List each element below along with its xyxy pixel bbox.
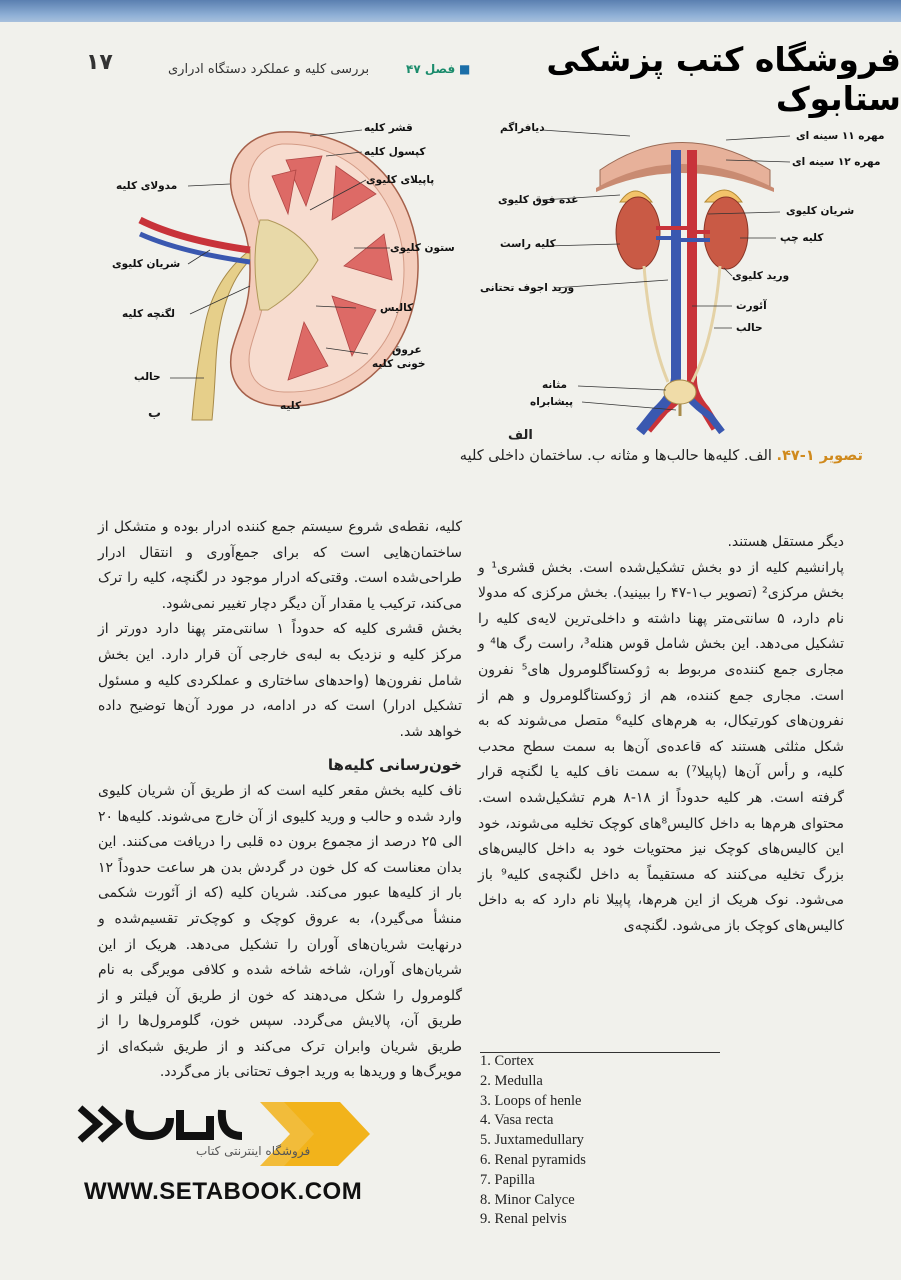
body-left-column — [98, 515, 462, 1086]
footnote-item: 3. Loops of henle — [480, 1092, 582, 1109]
figure-caption — [460, 448, 863, 464]
left-col-paragraph-2: بخش قشری کلیه که حدوداً ۱ سانتی‌متر پهنا دارد دورتر از مرکز کلیه و نزدیک به لبه‌ی خارجی آن قرار دارد. این بخش شامل نفرون‌ها (واحدهای ساختاری و عملکردی کلیه و مسئول تشکیل ادرار) است که در ادامه، در مورد آن‌ها توضیح داده خواهد شد. — [98, 621, 462, 740]
label-cortex: قشر کلیه — [364, 122, 413, 134]
label-diaphragm: دیافراگم — [500, 122, 545, 134]
footnote-list — [480, 1052, 586, 1230]
figure-kidney-section — [100, 110, 460, 440]
label-pelvis: لگنچه کلیه — [122, 308, 175, 320]
label-ivc: ورید اجوف تحتانی — [480, 282, 575, 294]
label-renal-artery-a: شریان کلیوی — [786, 205, 855, 217]
label-papilla: پاپیلای کلیوی — [366, 174, 435, 186]
caption-text: الف. کلیه‌ها حالب‌ها و مثانه ب. ساختمان داخلی کلیه — [459, 448, 772, 464]
footnote-item: 1. Cortex — [480, 1053, 534, 1069]
label-medulla: مدولای کلیه — [116, 180, 178, 192]
logo-mark-icon — [70, 1096, 380, 1176]
figure-b-letter: ب — [148, 406, 162, 421]
left-col-paragraph-3: ناف کلیه بخش مقعر کلیه است که از طریق آن شریان کلیوی وارد شده و حالب و ورید کلیوی از آن خارج می‌شوند. کلیه‌ها ۲۰ الی ۲۵ درصد از مجموع برون ده قلبی را دریافت می‌کنند. این بدان معناست که کل خون در گردش بدن هر ساعت حدوداً ۱۲ بار از کلیه‌ها عبور می‌کند. شریان کلیه (که از آئورت شکمی منشأ می‌گیرد)، به عروق کوچک و کوچک‌تر تقسیم‌شده و درنهایت شریان‌های آوران را تشکیل می‌دهد. هریک از این شریان‌های آوران، شاخه شاخه شده و کلافی مویرگی به نام گلومرول را شکل می‌دهند که خون از طریق آن فیلتر و از طریق آن، پالایش می‌گردد. سپس خون، گلومرول‌ها را از طریق شریان وابران ترک می‌کند و از طریق شبکه‌ای از مویرگ‌ها و وریدها به ورید اجوف تحتانی باز می‌گردد. — [98, 782, 462, 1081]
figure-urinary-system — [470, 110, 890, 450]
label-vertebra-12: مهره ۱۲ سینه ای — [792, 156, 881, 168]
left-col-paragraph-1: کلیه، نقطه‌ی شروع سیستم جمع کننده ادرار بوده و متشکل از ساختمان‌هایی است که برای جمع‌آوری و انتقال ادرار طراحی‌شده است. وقتی‌که ادرار موجود در لگنچه، کلیه را ترک می‌کند، ترکیب یا مقدار آن دیگر دچار تغییر نمی‌شود. — [98, 519, 462, 612]
label-renal-vein: ورید کلیوی — [732, 270, 790, 282]
store-banner: فروشگاه کتب پزشکی ستابوک — [546, 40, 901, 118]
label-vessels-1: عروق — [392, 344, 422, 356]
section-tag: ■ فصل ۴۷ — [406, 62, 471, 76]
footnote-item: 9. Renal pelvis — [480, 1211, 567, 1228]
label-ureter-b: حالب — [134, 371, 161, 383]
label-left-kidney: کلیه چپ — [780, 232, 824, 244]
caption-number: تصویر ۱-۴۷. — [776, 448, 863, 464]
footnote-item: 8. Minor Calyce — [480, 1191, 575, 1208]
running-title: بررسی کلیه و عملکرد دستگاه ادراری — [168, 62, 370, 77]
setabook-logo-icon — [70, 1096, 380, 1180]
label-urethra: پیشابراه — [530, 396, 574, 408]
label-renal-artery-b: شریان کلیوی — [112, 258, 181, 270]
label-vessels-2: خونی کلیه — [372, 358, 426, 370]
label-vertebra-11: مهره ۱۱ سینه ای — [796, 130, 885, 142]
label-adrenal: غده فوق کلیوی — [498, 194, 579, 206]
label-capsule: کپسول کلیه — [364, 146, 426, 158]
footnote-item: 4. Vasa recta — [480, 1112, 554, 1129]
figure-a-letter: الف — [508, 428, 533, 443]
page-number: ۱۷ — [86, 50, 113, 75]
label-bladder: مثانه — [542, 379, 568, 391]
footnote-item: 7. Papilla — [480, 1171, 535, 1188]
footnote-item: 5. Juxtamedullary — [480, 1132, 584, 1149]
kidney-section-drawing — [100, 110, 460, 440]
footnote-item: 2. Medulla — [480, 1072, 543, 1089]
label-ureter-a: حالب — [736, 322, 763, 334]
body-right-column — [478, 530, 844, 940]
label-renal-column: ستون کلیوی — [390, 242, 455, 254]
right-col-line-1: دیگر مستقل هستند. — [727, 534, 844, 550]
right-col-paragraph-2: پارانشیم کلیه از دو بخش تشکیل‌شده است. بخش قشری¹ و بخش مرکزی² (تصویر ب۱-۴۷ را ببینید). بخش مرکزی که مدولا نام دارد، ۵ سانتی‌متر پهنا داشته و داخلی‌ترین لایه‌ی کلیه را تشکیل می‌دهد. این بخش شامل قوس هنله³، راست رگ ها⁴ و مجاری جمع کننده‌ی مربوط به ژوکستاگلومرول های⁵ نفرون است. مجاری جمع کننده، هم از ژوکستاگلومرول و هم از نفرون‌های کورتیکال، به هرم‌های کلیه⁶ متصل می‌شوند که به شکل مثلثی هستند که قاعده‌ی آن‌ها به سمت سطح محدب کلیه، و رأس آن‌ها (پاپیلا⁷) به سمت ناف کلیه یا لگنچه قرار گرفته است. هر کلیه حدوداً از ۱۸-۸ هرم تشکیل‌شده است. محتوای هرم‌ها به داخل کالیس⁸های کوچک تخلیه می‌شوند، خود این کالیس‌های کوچک نیز محتویات خود به داخل کالیس‌های بزرگ تخلیه می‌کنند که مستقیماً به داخل لگنچه‌ی کلیه⁹ باز می‌شود. نوک هریک از این هرم‌ها، پاپیلا نام دارد که به داخل کالیس‌های کوچک باز می‌شود. لگنچه‌ی — [478, 559, 845, 934]
label-calyx: کالیس — [380, 302, 414, 314]
section-heading: خون‌رسانی کلیه‌ها — [327, 756, 462, 775]
logo-subtitle: فروشگاه اینترنتی کتاب — [196, 1144, 311, 1158]
footnote-item: 6. Renal pyramids — [480, 1151, 586, 1168]
label-kidney: کلیه — [280, 400, 302, 412]
label-aorta: آئورت — [736, 300, 767, 312]
logo-url: WWW.SETABOOK.COM — [84, 1178, 363, 1205]
label-right-kidney: کلیه راست — [500, 238, 556, 250]
